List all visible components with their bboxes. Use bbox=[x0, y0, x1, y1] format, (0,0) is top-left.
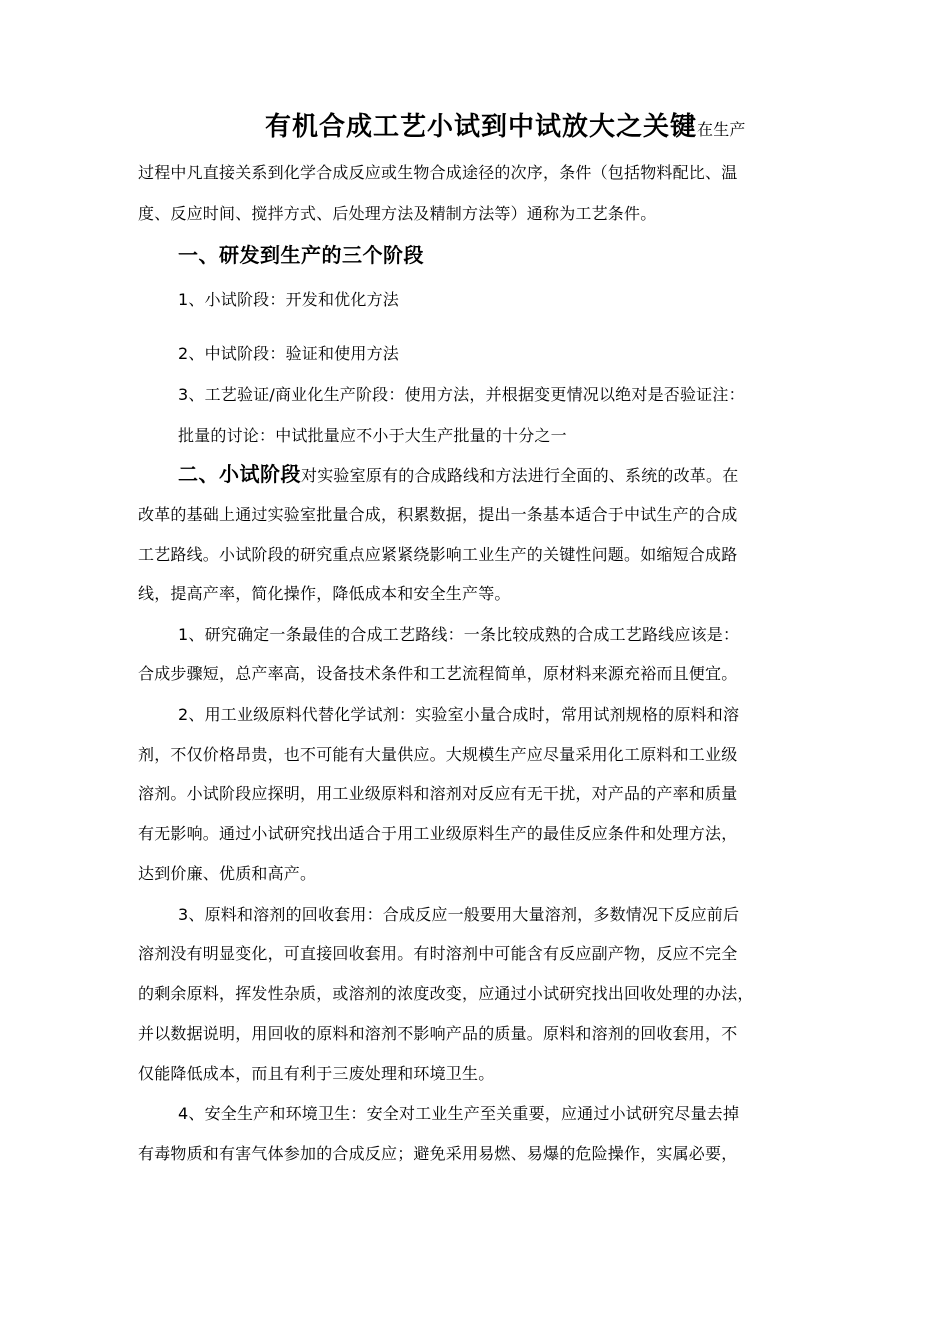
point2-line: 溶剂。小试阶段应探明，用工业级原料和溶剂对反应有无干扰，对产品的产率和质量 bbox=[138, 784, 738, 803]
section1-heading: 一、研发到生产的三个阶段 bbox=[178, 243, 424, 267]
section1-item: 1、小试阶段：开发和优化方法 bbox=[178, 290, 399, 309]
point3-line: 并以数据说明，用回收的原料和溶剂不影响产品的质量。原料和溶剂的回收套用，不 bbox=[138, 1024, 738, 1043]
point3-line: 3、原料和溶剂的回收套用：合成反应一般要用大量溶剂，多数情况下反应前后 bbox=[178, 905, 740, 924]
section2-heading: 二、小试阶段 bbox=[178, 462, 301, 486]
point4-line: 4、安全生产和环境卫生：安全对工业生产至关重要，应通过小试研究尽量去掉 bbox=[178, 1104, 740, 1123]
doc-title: 有机合成工艺小试到中试放大之关键 bbox=[265, 112, 698, 142]
intro-line: 过程中凡直接关系到化学合成反应或生物合成途径的次序，条件（包括物料配比、温 bbox=[138, 163, 738, 182]
section2-first-line bbox=[178, 454, 818, 494]
section1-item: 批量的讨论：中试批量应不小于大生产批量的十分之一 bbox=[178, 426, 567, 445]
point4-line: 有毒物质和有害气体参加的合成反应；避免采用易燃、易爆的危险操作，实属必要， bbox=[138, 1144, 738, 1163]
point3-line: 仅能降低成本，而且有利于三废处理和环境卫生。 bbox=[138, 1064, 495, 1083]
section2-first-line-tail: 对实验室原有的合成路线和方法进行全面的、系统的改革。在 bbox=[301, 466, 739, 485]
point2-line: 有无影响。通过小试研究找出适合于用工业级原料生产的最佳反应条件和处理方法， bbox=[138, 824, 738, 843]
intro-line: 度、反应时间、搅拌方式、后处理方法及精制方法等）通称为工艺条件。 bbox=[138, 204, 657, 223]
section2-line: 改革的基础上通过实验室批量合成，积累数据，提出一条基本适合于中试生产的合成 bbox=[138, 505, 738, 524]
point2-line: 剂，不仅价格昂贵，也不可能有大量供应。大规模生产应尽量采用化工原料和工业级 bbox=[138, 745, 738, 764]
point2-line: 2、用工业级原料代替化学试剂：实验室小量合成时，常用试剂规格的原料和溶 bbox=[178, 705, 740, 724]
point1-line: 1、研究确定一条最佳的合成工艺路线：一条比较成熟的合成工艺路线应该是： bbox=[178, 625, 740, 644]
intro-tail: 在生产 bbox=[697, 120, 746, 139]
point3-line: 的剩余原料，挥发性杂质，或溶剂的浓度改变，应通过小试研究找出回收处理的办法， bbox=[138, 984, 754, 1003]
point1-line: 合成步骤短，总产率高，设备技术条件和工艺流程简单，原材料来源充裕而且便宜。 bbox=[138, 664, 738, 683]
point2-line: 达到价廉、优质和高产。 bbox=[138, 864, 317, 883]
title-line bbox=[265, 107, 825, 147]
point3-line: 溶剂没有明显变化，可直接回收套用。有时溶剂中可能含有反应副产物，反应不完全 bbox=[138, 944, 738, 963]
section2-line: 线，提高产率，简化操作，降低成本和安全生产等。 bbox=[138, 584, 511, 603]
section2-line: 工艺路线。小试阶段的研究重点应紧紧绕影响工业生产的关键性问题。如缩短合成路 bbox=[138, 545, 738, 564]
section1-item: 3、工艺验证/商业化生产阶段：使用方法，并根据变更情况以绝对是否验证注： bbox=[178, 385, 745, 404]
section1-item: 2、中试阶段：验证和使用方法 bbox=[178, 344, 399, 363]
